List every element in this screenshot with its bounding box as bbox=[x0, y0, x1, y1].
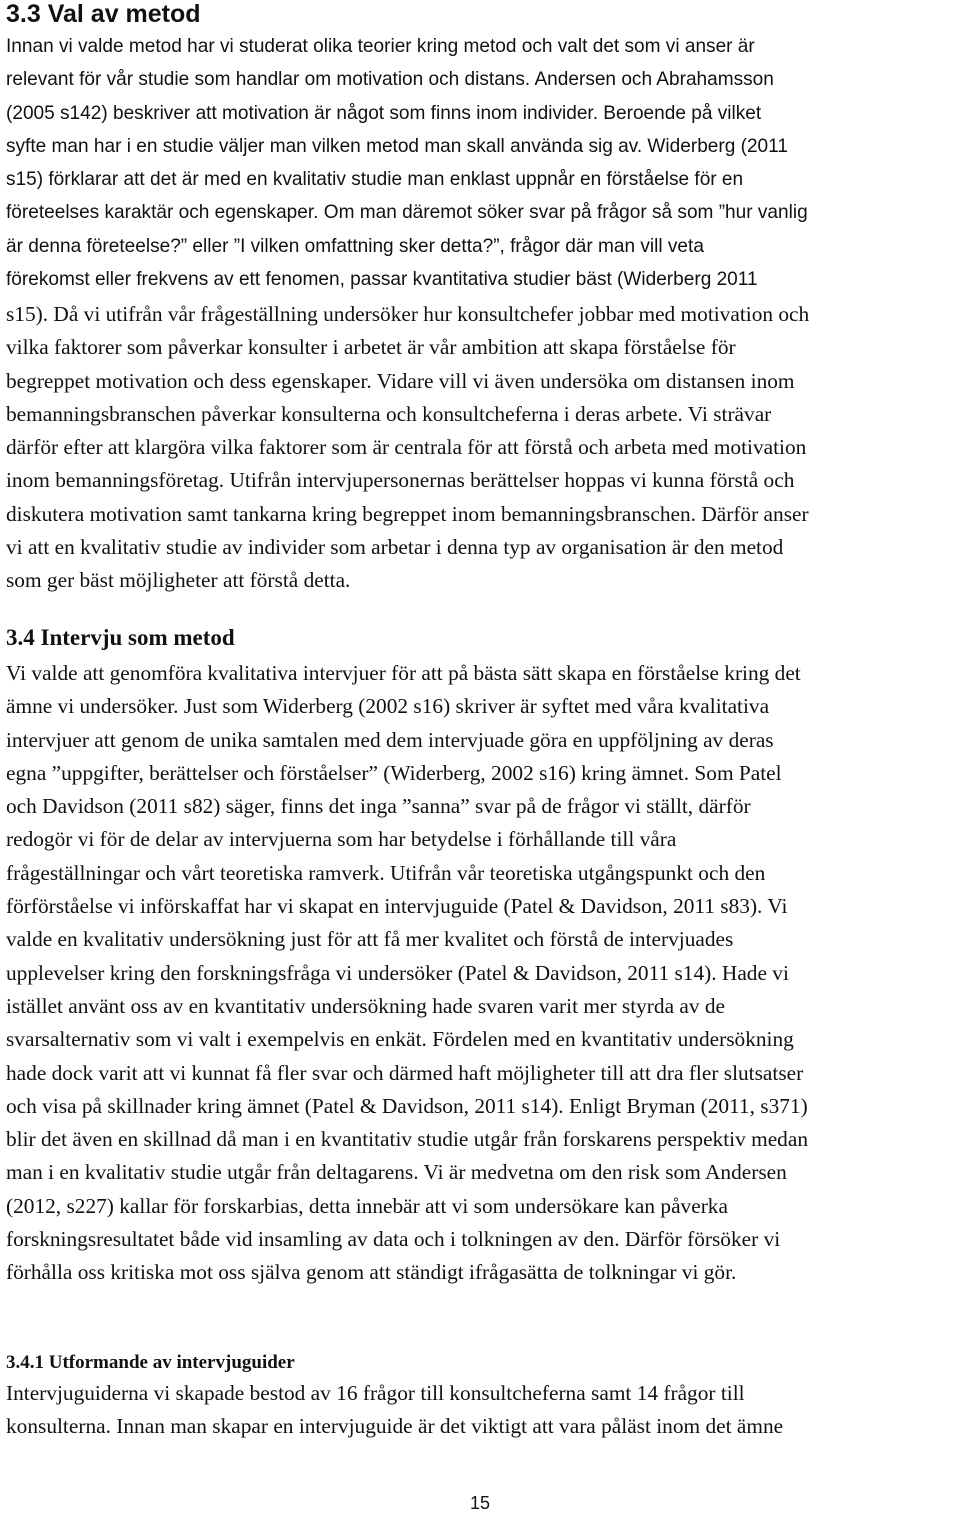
text-line: ämne vi undersöker. Just som Widerberg (2002 s16) skriver är syftet med våra kvalitativa bbox=[6, 694, 770, 719]
text-line: redogör vi för de delar av intervjuerna som har betydelse i förhållande till våra bbox=[6, 827, 677, 852]
text-line: begreppet motivation och dess egenskaper. Vidare vill vi även undersöka om distansen inom bbox=[6, 368, 795, 393]
text-line: förförståelse vi införskaffat har vi skapat en intervjuguide (Patel & Davidson, 2011 s83). Vi bbox=[6, 894, 788, 919]
text-line: valde en kvalitativ undersökning just för att få mer kvalitet och förstå de intervjuades bbox=[6, 927, 734, 952]
text-line: relevant för vår studie som handlar om motivation och distans. Andersen och Abrahamsson bbox=[6, 69, 774, 91]
text-line: förekomst eller frekvens av ett fenomen, passar kvantitativa studier bäst (Widerberg 2011 bbox=[6, 269, 758, 291]
text-line: Intervjuguiderna vi skapade bestod av 16 frågor till konsultcheferna samt 14 frågor till bbox=[6, 1381, 745, 1405]
subsection-heading-utformande-av-intervjuguider: 3.4.1 Utformande av intervjuguider bbox=[6, 1352, 295, 1373]
text-line: egna ”uppgifter, berättelser och förståelser” (Widerberg, 2002 s16) kring ämnet. Som Patel bbox=[6, 760, 782, 785]
text-line: och visa på skillnader kring ämnet (Patel & Davidson, 2011 s14). Enligt Bryman (2011, s371) bbox=[6, 1093, 808, 1118]
paragraph-val-av-metod-sans bbox=[6, 30, 958, 296]
text-line: som ger bäst möjligheter att förstå detta. bbox=[6, 568, 351, 593]
text-line: därför efter att klargöra vilka faktorer som är centrala för att förstå och arbeta med motivation bbox=[6, 435, 807, 460]
text-line: istället använt oss av en kvantitativ undersökning hade svaren varit mer styrda av de bbox=[6, 993, 726, 1018]
text-line: diskutera motivation samt tankarna kring begreppet inom bemanningsbranschen. Därför anser bbox=[6, 501, 809, 526]
text-line: blir det även en skillnad då man i en kvantitativ studie utgår från forskarens perspektiv medan bbox=[6, 1127, 808, 1152]
paragraph-val-av-metod-serif bbox=[6, 298, 958, 598]
text-line: hade dock varit att vi kunnat få fler svar och därmed haft möjligheter till att dra fler slutsatser bbox=[6, 1060, 804, 1085]
section-heading-intervju-som-metod: 3.4 Intervju som metod bbox=[6, 625, 235, 650]
text-line: förhålla oss kritiska mot oss själva genom att ständigt ifrågasätta de tolkningar vi gör. bbox=[6, 1260, 737, 1285]
text-line: svarsalternativ som vi valt i exempelvis en enkät. Fördelen med en kvantitativ undersökning bbox=[6, 1027, 794, 1052]
text-line: man i en kvalitativ studie utgår från deltagarens. Vi är medvetna om den risk som Andersen bbox=[6, 1160, 787, 1185]
text-line: (2012, s227) kallar för forskarbias, detta innebär att vi som undersökare kan påverka bbox=[6, 1193, 728, 1218]
text-line: s15). Då vi utifrån vår frågeställning undersöker hur konsultchefer jobbar med motivation och bbox=[6, 302, 810, 326]
text-line: upplevelser kring den forskningsfråga vi undersöker (Patel & Davidson, 2011 s14). Hade vi bbox=[6, 960, 789, 985]
text-line: konsulterna. Innan man skapar en intervjuguide är det viktigt att vara påläst inom det ämne bbox=[6, 1414, 784, 1439]
paragraph-utformande-av-intervjuguider bbox=[6, 1377, 958, 1444]
section-heading-val-av-metod: 3.3 Val av metod bbox=[6, 0, 201, 28]
text-line: vi att en kvalitativ studie av individer som arbetar i denna typ av organisation är den metod bbox=[6, 535, 784, 560]
text-line: vilka faktorer som påverkar konsulter i arbetet är vår ambition att skapa förståelse för bbox=[6, 335, 736, 360]
paragraph-intervju-som-metod bbox=[6, 657, 958, 1290]
text-line: Vi valde att genomföra kvalitativa intervjuer för att på bästa sätt skapa en förståelse kring det bbox=[6, 661, 801, 685]
text-line: företeelses karaktär och egenskaper. Om man däremot söker svar på frågor så som ”hur vanlig bbox=[6, 202, 808, 224]
text-line: frågeställningar och vårt teoretiska ramverk. Utifrån vår teoretiska utgångspunkt och den bbox=[6, 860, 766, 885]
text-line: forskningsresultatet både vid insamling av data och i tolkningen av den. Därför försöker vi bbox=[6, 1227, 781, 1252]
text-line: är denna företeelse?” eller ”I vilken omfattning sker detta?”, frågor där man vill veta bbox=[6, 235, 704, 257]
text-line: s15) förklarar att det är med en kvalitativ studie man enklast uppnår en förståelse för en bbox=[6, 169, 744, 191]
text-line: och Davidson (2011 s82) säger, finns det inga ”sanna” svar på de frågor vi ställt, därför bbox=[6, 794, 751, 819]
text-line: bemanningsbranschen påverkar konsulterna och konsultcheferna i deras arbete. Vi strävar bbox=[6, 401, 772, 426]
page-number: 15 bbox=[469, 1493, 491, 1513]
text-line: syfte man har i en studie väljer man vilken metod man skall använda sig av. Widerberg (2011 bbox=[6, 135, 788, 157]
text-line: inom bemanningsföretag. Utifrån intervjupersonernas berättelser hoppas vi kunna förstå och bbox=[6, 468, 795, 493]
text-line: (2005 s142) beskriver att motivation är något som finns inom individer. Beroende på vilket bbox=[6, 102, 762, 124]
text-line: intervjuer att genom de unika samtalen med dem intervjuade göra en uppföljning av deras bbox=[6, 727, 774, 752]
text-line: Innan vi valde metod har vi studerat olika teorier kring metod och valt det som vi anser är bbox=[6, 36, 755, 57]
